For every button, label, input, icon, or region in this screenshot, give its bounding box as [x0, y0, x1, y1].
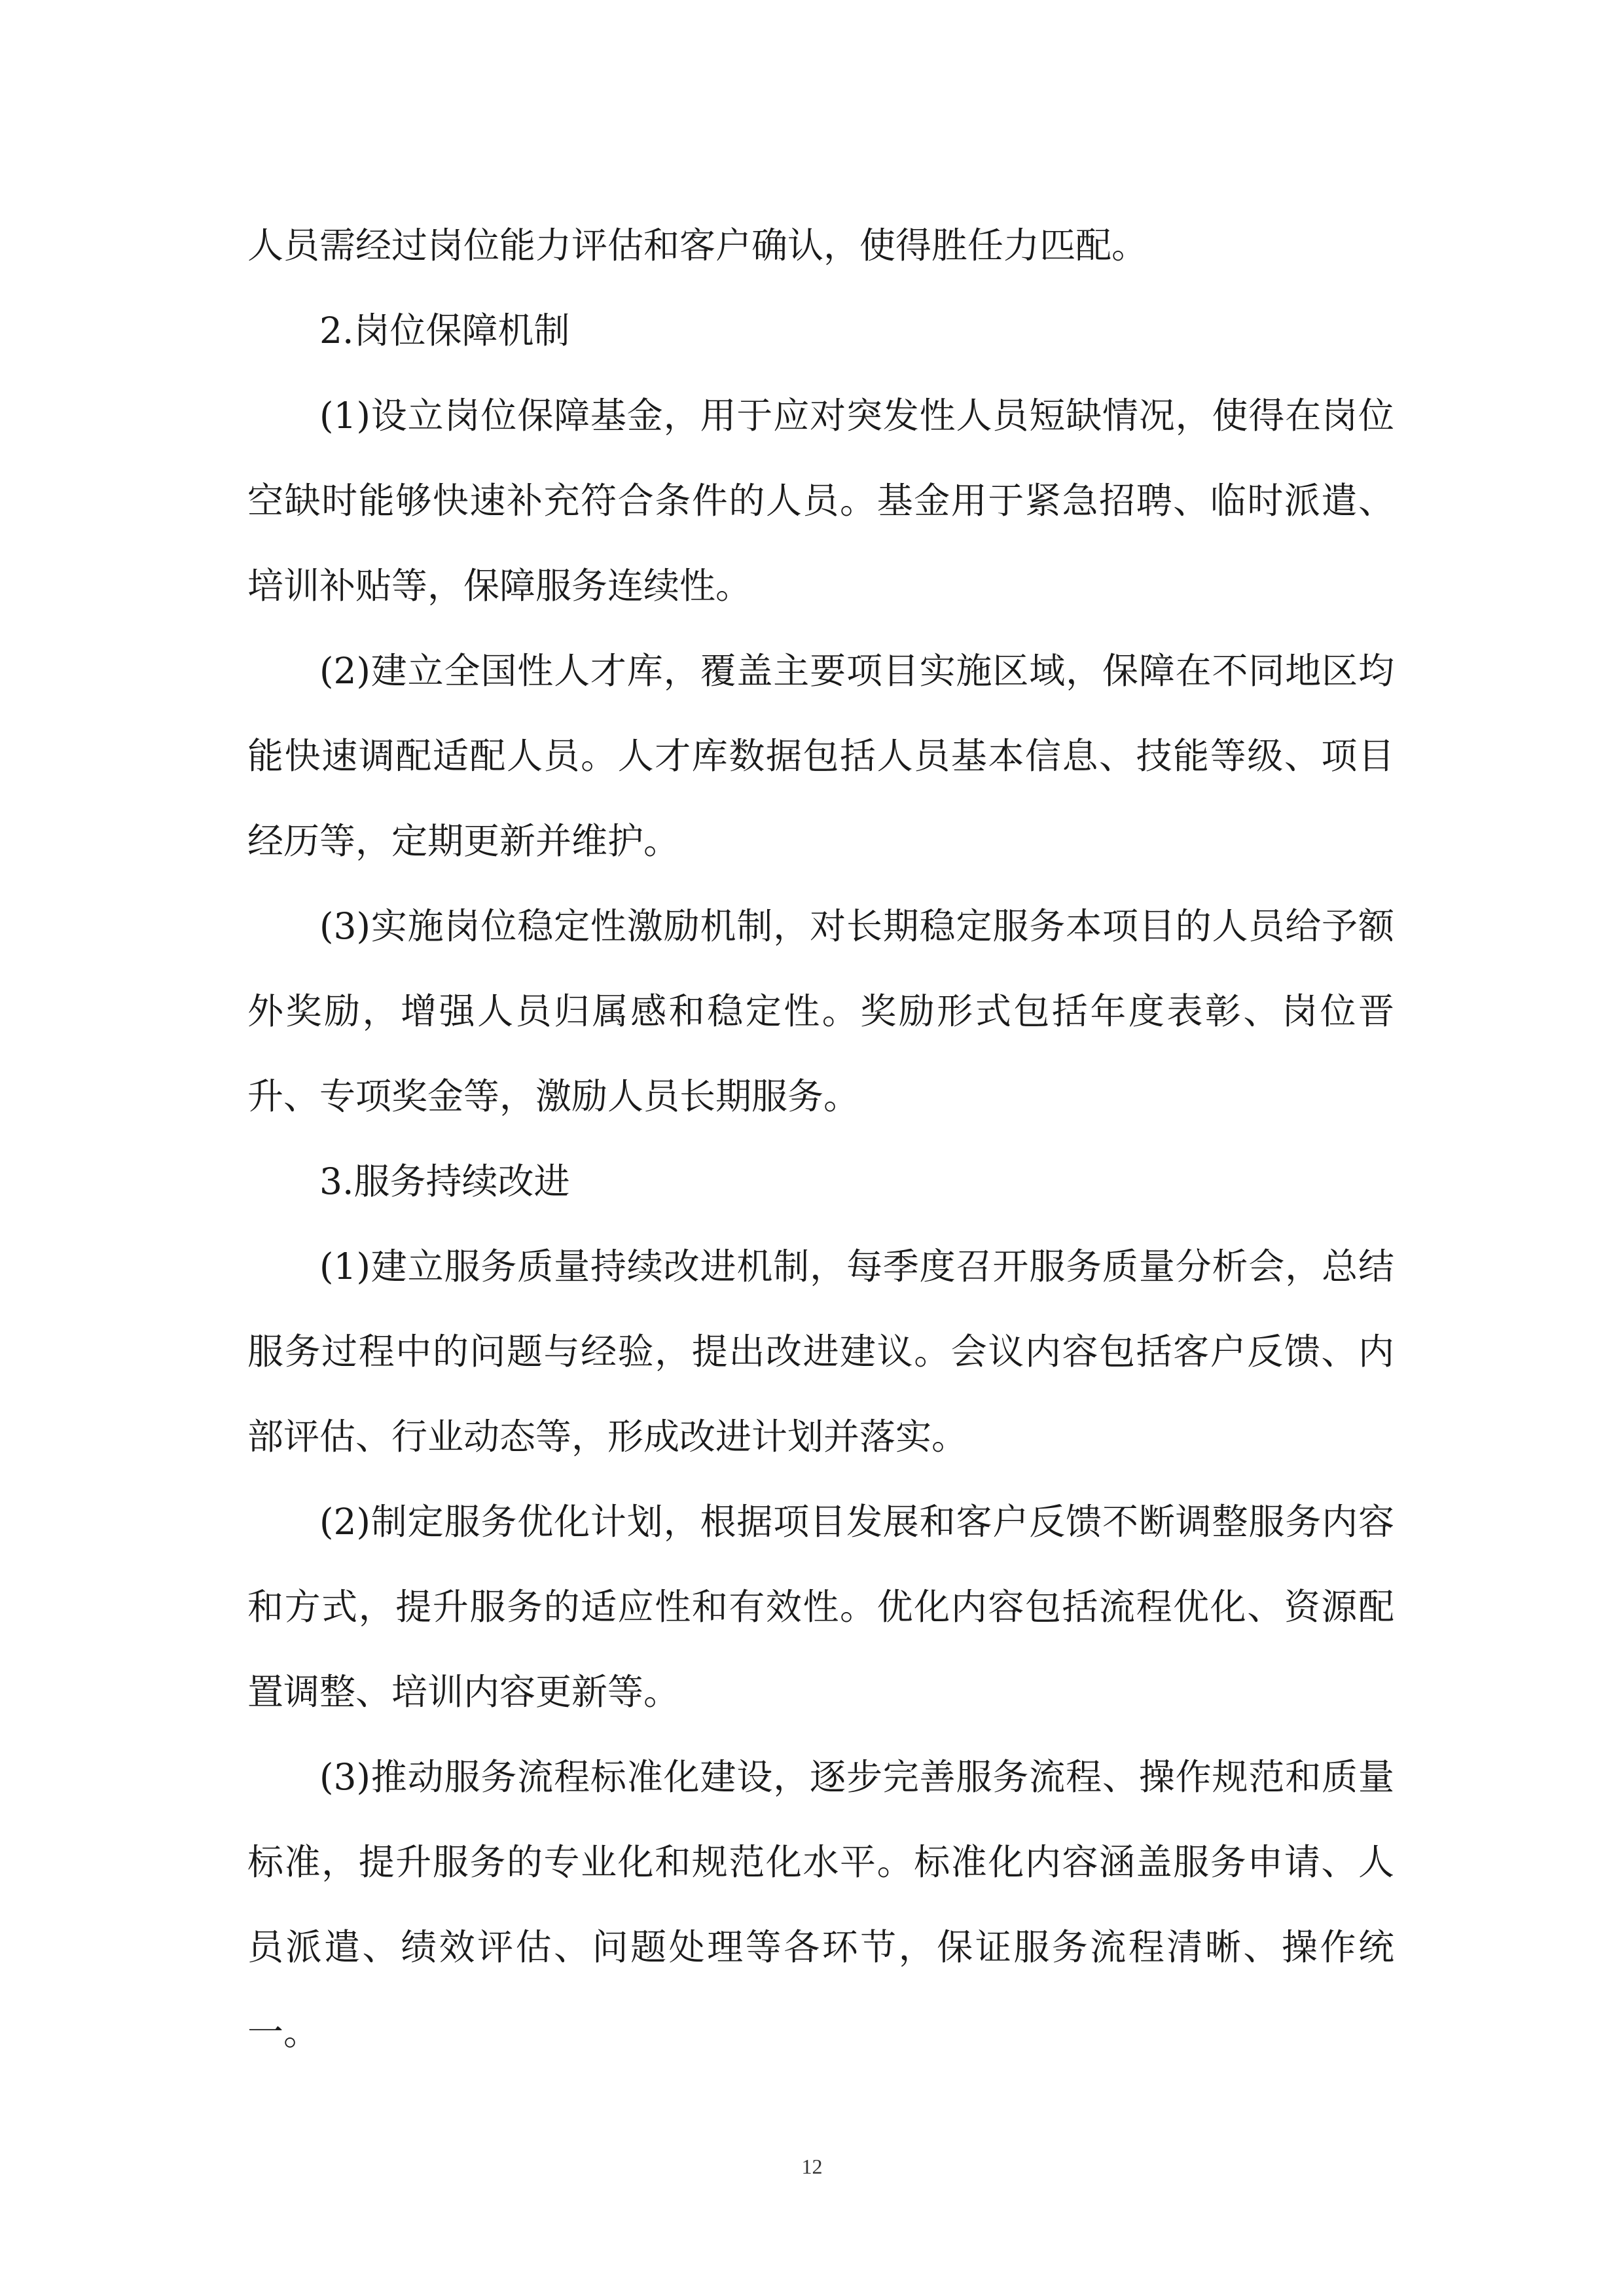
paragraph-guarantee-fund: (1)设立岗位保障基金，用于应对突发性人员短缺情况，使得在岗位空缺时能够快速补充符合条件的人员。基金用于紧急招聘、临时派遣、培训补贴等，保障服务连续性。 — [247, 395, 1394, 607]
paragraph-talent-pool: (2)建立全国性人才库，覆盖主要项目实施区域，保障在不同地区均能快速调配适配人员。人才库数据包括人员基本信息、技能等级、项目经历等，定期更新并维护。 — [247, 650, 1394, 862]
paragraph-continuation: 人员需经过岗位能力评估和客户确认，使得胜任力匹配。 — [247, 224, 1148, 266]
paragraph-quality-improvement: (1)建立服务质量持续改进机制，每季度召开服务质量分析会，总结服务过程中的问题与经验，提出改进建议。会议内容包括客户反馈、内部评估、行业动态等，形成改进计划并落实。 — [247, 1246, 1394, 1458]
page-number: 12 — [801, 2155, 823, 2178]
document-body — [247, 203, 1394, 2075]
section-heading-continuous-improvement: 3.服务持续改进 — [319, 1160, 570, 1202]
section-heading-job-guarantee: 2.岗位保障机制 — [319, 310, 570, 351]
paragraph-standardization: (3)推动服务流程标准化建设，逐步完善服务流程、操作规范和质量标准，提升服务的专业化和规范化水平。标准化内容涵盖服务申请、人员派遣、绩效评估、问题处理等各环节，保证服务流程清晰、操作统一。 — [247, 1756, 1394, 2053]
paragraph-stability-incentive: (3)实施岗位稳定性激励机制，对长期稳定服务本项目的人员给予额外奖励，增强人员归属感和稳定性。奖励形式包括年度表彰、岗位晋升、专项奖金等，激励人员长期服务。 — [247, 905, 1394, 1117]
paragraph-optimization-plan: (2)制定服务优化计划，根据项目发展和客户反馈不断调整服务内容和方式，提升服务的适应性和有效性。优化内容包括流程优化、资源配置调整、培训内容更新等。 — [247, 1501, 1394, 1713]
